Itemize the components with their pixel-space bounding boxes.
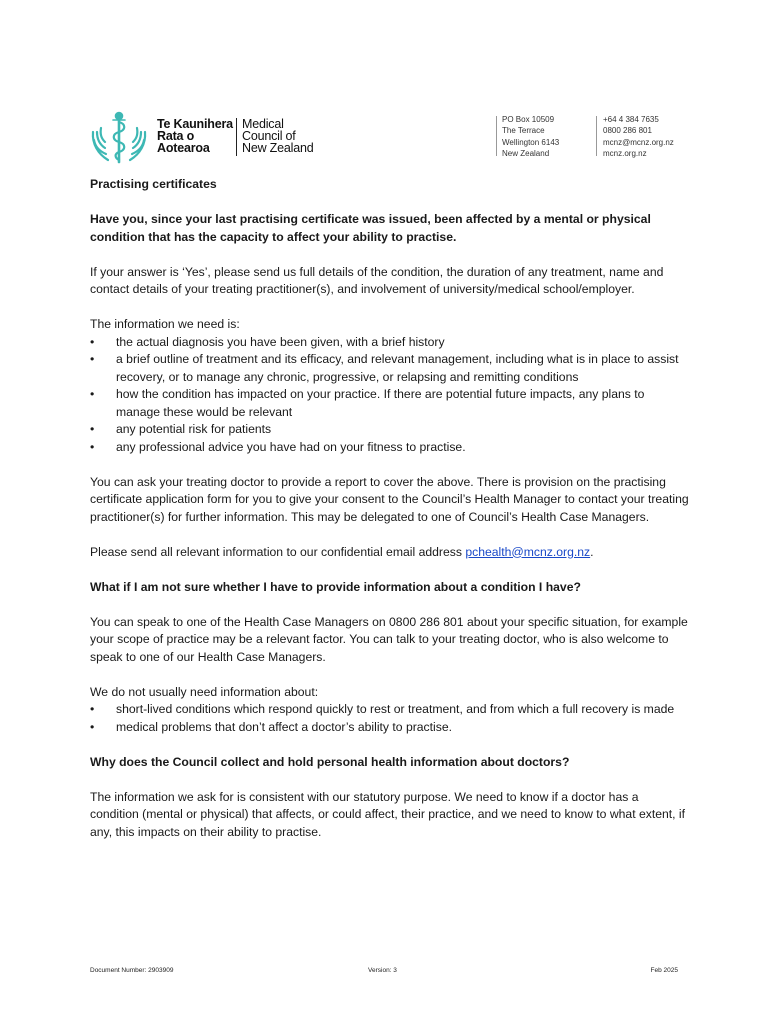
why-heading: Why does the Council collect and hold personal health information about doctors?: [90, 754, 570, 769]
report-paragraph: You can ask your treating doctor to provide a report to cover the above. There is provision on the practising certificate application form for you to give your consent to the Council’s Health Manager to contact your treating practitioner(s) for further information. This may be delegated to one of Council’s Health Case Managers.: [90, 474, 689, 524]
maori-name: Te Kaunihera Rata o Aotearoa: [157, 117, 233, 155]
list-item: • a brief outline of treatment and its efficacy, and relevant management, including what is in place to assist recovery, or to manage any chronic, progressive, or relapsing and remitting conditions: [90, 352, 679, 384]
case-managers-paragraph: You can speak to one of the Health Case Managers on 0800 286 801 about your specific situation, for example your scope of practice may be a relevant factor. You can talk to your treating doctor, who is also welcome to speak to one of our Health Case Managers.: [90, 614, 688, 664]
info-list: [90, 334, 690, 457]
list-item: • short-lived conditions which respond quickly to rest or treatment, and from which a full recovery is made: [90, 701, 690, 719]
document-body: [90, 176, 690, 859]
logo-divider: [236, 118, 237, 156]
info-intro: The information we need is:: [90, 317, 240, 331]
question-heading: Have you, since your last practising certificate was issued, been affected by a mental or physical condition that has the capacity to affect your ability to practise.: [90, 212, 651, 244]
list-item: • any potential risk for patients: [90, 421, 690, 439]
council-logo-icon: [86, 108, 152, 166]
address-divider: [496, 116, 497, 156]
bullet: •: [90, 719, 95, 734]
postal-address: PO Box 10509 The Terrace Wellington 6143 New Zealand: [502, 115, 560, 158]
list-item: • the actual diagnosis you have been given, with a brief history: [90, 334, 690, 352]
version: Version: 3: [368, 967, 397, 974]
bullet: •: [90, 352, 95, 366]
contact-divider: [596, 116, 597, 156]
not-needed-intro: We do not usually need information about:: [90, 684, 319, 699]
bullet: •: [90, 439, 95, 454]
document-date: Feb 2025: [650, 967, 678, 974]
document-number: Document Number: 2903909: [90, 967, 174, 974]
list-item: • any professional advice you have had on your fitness to practise.: [90, 439, 690, 457]
bullet: •: [90, 387, 95, 401]
letterhead: [86, 108, 686, 168]
bullet: •: [90, 702, 95, 716]
unsure-heading: What if I am not sure whether I have to provide information about a condition I have?: [90, 579, 581, 594]
not-needed-list: [90, 701, 690, 736]
list-item: • how the condition has impacted on your practice. If there are potential future impacts, any plans to manage these would be relevant: [90, 387, 645, 419]
bullet: •: [90, 334, 95, 349]
answer-yes-paragraph: If your answer is ‘Yes’, please send us full details of the condition, the duration of any treatment, name and contact details of your treating practitioner(s), and involvement of university/medical school/employer.: [90, 264, 664, 296]
email-paragraph: Please send all relevant information to our confidential email address pchealth@mcnz.org.nz.: [90, 544, 594, 559]
english-name: Medical Council of New Zealand: [242, 117, 314, 155]
contact-details: +64 4 384 7635 0800 286 801 mcnz@mcnz.org.nz mcnz.org.nz: [603, 115, 674, 158]
bullet: •: [90, 422, 95, 436]
list-item: • medical problems that don’t affect a doctor’s ability to practise.: [90, 719, 690, 737]
statutory-paragraph: The information we ask for is consistent with our statutory purpose. We need to know if a doctor has a condition (mental or physical) that affects, or could affect, their practice, and we need to know to what extent, if any, this impacts on their ability to practise.: [90, 789, 686, 839]
document-title: Practising certificates: [90, 177, 217, 191]
email-link[interactable]: pchealth@mcnz.org.nz: [465, 544, 591, 559]
